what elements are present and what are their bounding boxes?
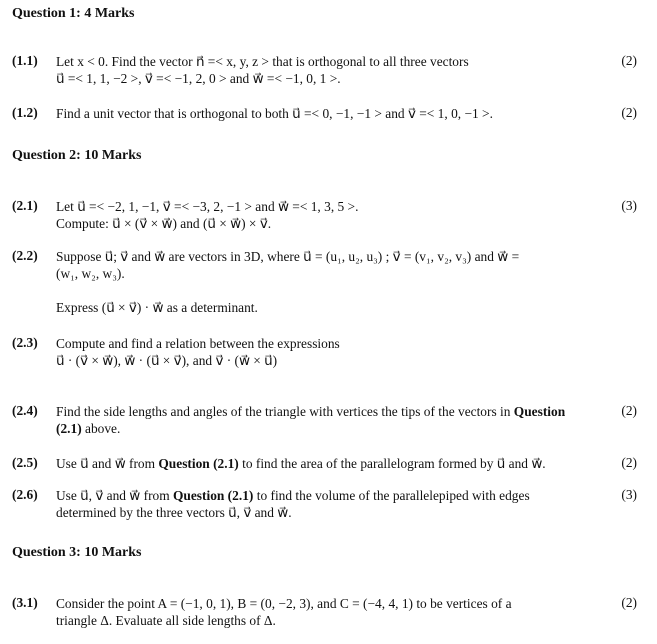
item-marks: (2) [621, 455, 637, 470]
item-number: (2.6) [12, 487, 38, 502]
item-line: determined by the three vectors u⃗, v⃗ and w⃗. [56, 505, 292, 520]
item-number: (1.2) [12, 105, 38, 120]
item-number: (2.5) [12, 455, 38, 470]
item-text [56, 53, 601, 87]
item-line: Let u⃗ =< −2, 1, −1, v⃗ =< −3, 2, −1 > and w⃗ =< 1, 3, 5 >. [56, 199, 359, 214]
item-text [56, 105, 601, 122]
item-line: Express (u⃗ × v⃗) · w⃗ as a determinant. [56, 300, 258, 315]
item-text [56, 595, 601, 629]
item-number: (3.1) [12, 595, 38, 610]
item-text [56, 487, 601, 521]
item-text-part: Use u⃗ and w⃗ from [56, 456, 156, 471]
question-reference: Question (2.1) [173, 488, 254, 503]
item-line [56, 420, 601, 437]
item-number: (2.4) [12, 403, 38, 418]
item-number: (1.1) [12, 53, 38, 68]
item-text [56, 403, 601, 437]
q1-heading: Question 1: 4 Marks [12, 6, 135, 21]
item-text [56, 455, 601, 472]
item-line: (w₁, w₂, w₃). [56, 266, 125, 281]
q3-heading: Question 3: 10 Marks [12, 545, 142, 560]
item-number: (2.3) [12, 335, 38, 350]
item-line: Find a unit vector that is orthogonal to both u⃗ =< 0, −1, −1 > and v⃗ =< 1, 0, −1 >. [56, 106, 493, 121]
item-text-part: to find the area of the parallelogram formed by u⃗ and w⃗. [242, 456, 546, 471]
item-text [56, 335, 601, 369]
item-line: Compute and find a relation between the expressions [56, 336, 340, 351]
item-line: Compute: u⃗ × (v⃗ × w⃗) and (u⃗ × w⃗) × v⃗. [56, 216, 272, 231]
item-marks: (2) [621, 105, 637, 120]
item-number: (2.2) [12, 248, 38, 263]
item-line: Let x < 0. Find the vector n⃗ =< x, y, z > that is orthogonal to all three vectors [56, 54, 469, 69]
item-text-part: Find the side lengths and angles of the triangle with vertices the tips of the vectors in [56, 404, 511, 419]
item-line [56, 455, 601, 472]
item-text [56, 248, 601, 316]
item-marks: (3) [621, 198, 637, 213]
item-number: (2.1) [12, 198, 38, 213]
q2-heading: Question 2: 10 Marks [12, 148, 142, 163]
item-line [56, 487, 601, 504]
item-text-part: above. [85, 421, 121, 436]
item-line: Consider the point A = (−1, 0, 1), B = (0, −2, 3), and C = (−4, 4, 1) to be vertices of a [56, 596, 512, 611]
item-line: u⃗ =< 1, 1, −2 >, v⃗ =< −1, 2, 0 > and w⃗ =< −1, 0, 1 >. [56, 71, 341, 86]
item-marks: (2) [621, 595, 637, 610]
item-marks: (2) [621, 53, 637, 68]
item-text [56, 198, 601, 232]
item-text-part: Use u⃗, v⃗ and w⃗ from [56, 488, 170, 503]
item-line [56, 403, 601, 420]
item-line: u⃗ · (v⃗ × w⃗), w⃗ · (u⃗ × v⃗), and v⃗ · (w⃗ × u⃗) [56, 353, 278, 368]
item-marks: (3) [621, 487, 637, 502]
item-line: triangle Δ. Evaluate all side lengths of Δ. [56, 613, 276, 628]
question-reference: (2.1) [56, 421, 82, 436]
item-line: Suppose u⃗; v⃗ and w⃗ are vectors in 3D, where u⃗ = (u₁, u₂, u₃) ; v⃗ = (v₁, v₂, v₃) and w⃗ = [56, 249, 520, 264]
item-text-part: to find the volume of the parallelepiped with edges [256, 488, 530, 503]
question-reference: Question (2.1) [158, 456, 239, 471]
question-reference: Question [513, 404, 566, 419]
item-marks: (2) [621, 403, 637, 418]
